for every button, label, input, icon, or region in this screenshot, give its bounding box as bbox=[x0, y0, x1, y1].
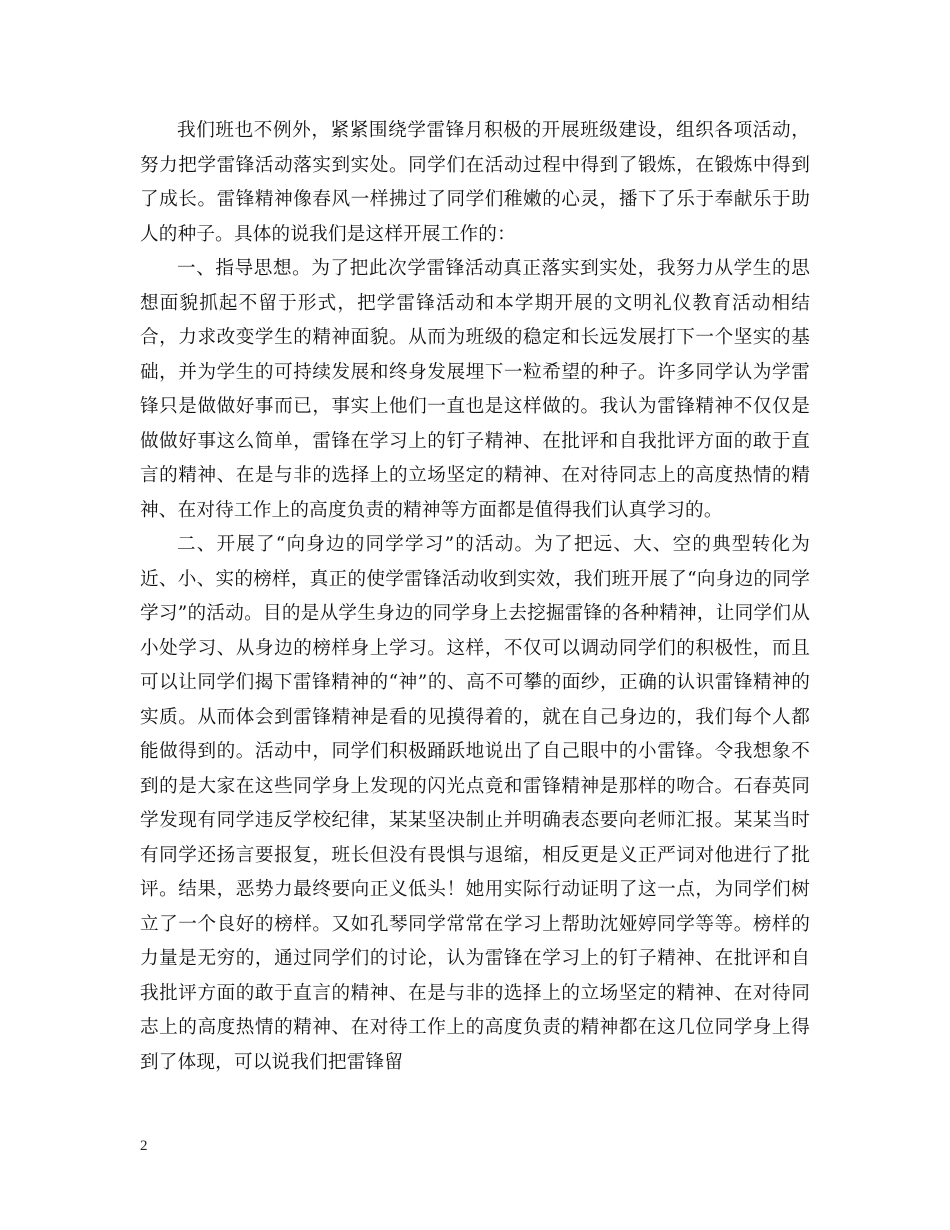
paragraph-intro: 我们班也不例外，紧紧围绕学雷锋月积极的开展班级建设，组织各项活动，努力把学雷锋活动落实到实处。同学们在活动过程中得到了锻炼，在锻炼中得到了成长。雷锋精神像春风一样拂过了同学们稚嫩的心灵，播下了乐于奉献乐于助人的种子。具体的说我们是这样开展工作的： bbox=[140, 120, 810, 245]
body-text bbox=[140, 114, 810, 1080]
paragraph-guiding-thought: 一、指导思想。为了把此次学雷锋活动真正落实到实处，我努力从学生的思想面貌抓起不留于形式，把学雷锋活动和本学期开展的文明礼仪教育活动相结合，力求改变学生的精神面貌。从而为班级的稳定和长远发展打下一个坚实的基础，并为学生的可持续发展和终身发展埋下一粒希望的种子。许多同学认为学雷锋只是做做好事而已，事实上他们一直也是这样做的。我认为雷锋精神不仅仅是做做好事这么简单，雷锋在学习上的钉子精神、在批评和自我批评方面的敢于直言的精神、在是与非的选择上的立场坚定的精神、在对待同志上的高度热情的精神、在对待工作上的高度负责的精神等方面都是值得我们认真学习的。 bbox=[140, 258, 810, 521]
page-number: 2 bbox=[140, 1138, 148, 1154]
paragraph-learn-from-classmates: 二、开展了“向身边的同学学习”的活动。为了把远、大、空的典型转化为近、小、实的榜样，真正的使学雷锋活动收到实效，我们班开展了“向身边的同学学习”的活动。目的是从学生身边的同学身上去挖掘雷锋的各种精神，让同学们从小处学习、从身边的榜样身上学习。这样，不仅可以调动同学们的积极性，而且可以让同学们揭下雷锋精神的“神”的、高不可攀的面纱，正确的认识雷锋精神的实质。从而体会到雷锋精神是看的见摸得着的，就在自己身边的，我们每个人都能做得到的。活动中，同学们积极踊跃地说出了自己眼中的小雷锋。令我想象不到的是大家在这些同学身上发现的闪光点竟和雷锋精神是那样的吻合。石春英同学发现有同学违反学校纪律，某某坚决制止并明确表态要向老师汇报。某某当时有同学还扬言要报复，班长但没有畏惧与退缩，相反更是义正严词对他进行了批评。结果，恶势力最终要向正义低头！她用实际行动证明了这一点，为同学们树立了一个良好的榜样。又如孔琴同学常常在学习上帮助沈娅婷同学等等。榜样的力量是无穷的，通过同学们的讨论，认为雷锋在学习上的钉子精神、在批评和自我批评方面的敢于直言的精神、在是与非的选择上的立场坚定的精神、在对待同志上的高度热情的精神、在对待工作上的高度负责的精神都在这几位同学身上得到了体现，可以说我们把雷锋留 bbox=[140, 534, 810, 1073]
